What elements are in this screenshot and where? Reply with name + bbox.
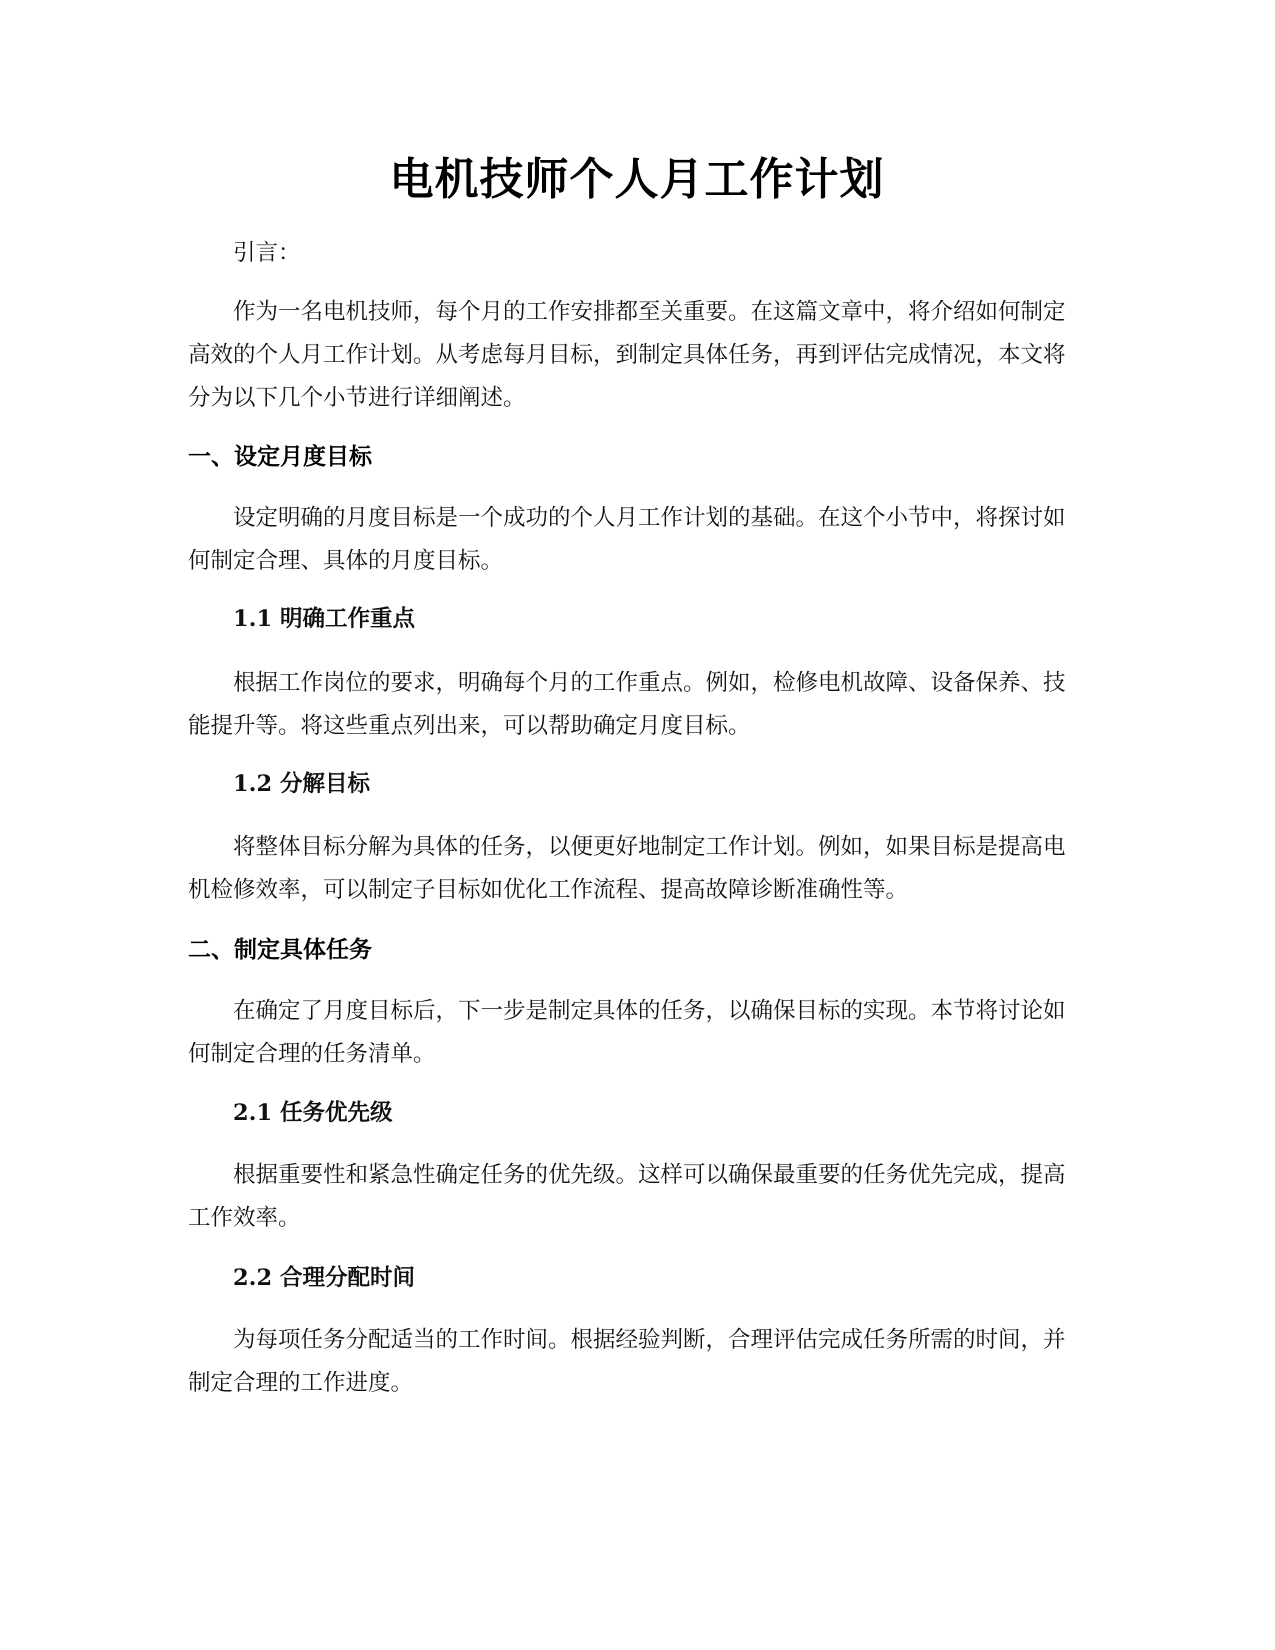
intro-label: 引言： — [233, 240, 301, 266]
subsection-2-2-heading: 2.2 合理分配时间 — [233, 1265, 415, 1291]
subsection-1-1-heading: 1.1 明确工作重点 — [233, 606, 415, 632]
subsection-2-1-heading: 2.1 任务优先级 — [233, 1100, 393, 1126]
subsection-2-2-paragraph: 为每项任务分配适当的工作时间。根据经验判断，合理评估完成任务所需的时间，并制定合理的工作进度。 — [188, 1327, 1066, 1396]
section-2-paragraph: 在确定了月度目标后，下一步是制定具体的任务，以确保目标的实现。本节将讨论如何制定合理的任务清单。 — [188, 998, 1066, 1067]
subsection-1-2-paragraph: 将整体目标分解为具体的任务，以便更好地制定工作计划。例如，如果目标是提高电机检修效率，可以制定子目标如优化工作流程、提高故障诊断准确性等。 — [188, 834, 1066, 903]
subsection-2-1-paragraph: 根据重要性和紧急性确定任务的优先级。这样可以确保最重要的任务优先完成，提高工作效率。 — [188, 1162, 1066, 1231]
intro-paragraph: 作为一名电机技师，每个月的工作安排都至关重要。在这篇文章中，将介绍如何制定高效的个人月工作计划。从考虑每月目标，到制定具体任务，再到评估完成情况，本文将分为以下几个小节进行详细阐述。 — [188, 299, 1066, 411]
subsection-1-1-paragraph: 根据工作岗位的要求，明确每个月的工作重点。例如，检修电机故障、设备保养、技能提升等。将这些重点列出来，可以帮助确定月度目标。 — [188, 670, 1066, 739]
section-1-heading: 一、设定月度目标 — [188, 444, 372, 470]
document-title: 电机技师个人月工作计划 — [389, 154, 885, 205]
section-2-heading: 二、制定具体任务 — [188, 937, 372, 963]
section-1-paragraph: 设定明确的月度目标是一个成功的个人月工作计划的基础。在这个小节中，将探讨如何制定合理、具体的月度目标。 — [188, 505, 1066, 574]
subsection-1-2-heading: 1.2 分解目标 — [233, 771, 370, 797]
